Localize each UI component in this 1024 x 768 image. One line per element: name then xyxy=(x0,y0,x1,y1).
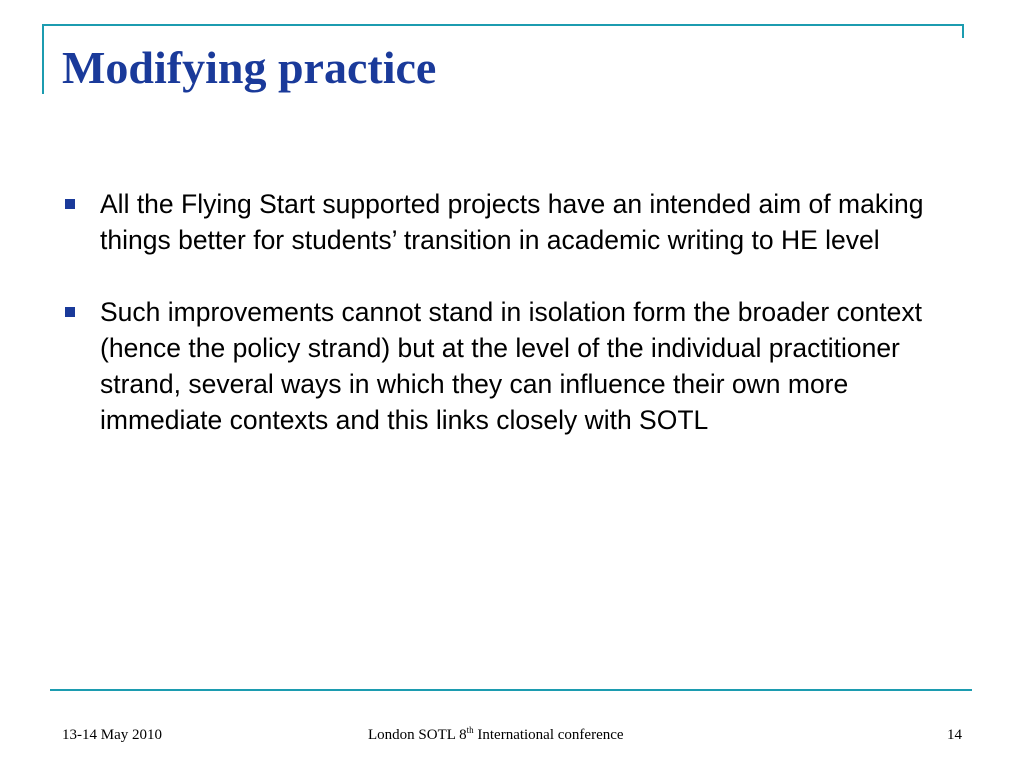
bullet-text: All the Flying Start supported projects have an intended aim of making things better for students’ transition in academic writing to HE level xyxy=(100,189,924,255)
slide-title: Modifying practice xyxy=(62,42,437,93)
square-bullet-icon xyxy=(65,199,75,209)
square-bullet-icon xyxy=(65,307,75,317)
frame-top-right-tick xyxy=(962,24,964,38)
page-number: 14 xyxy=(947,727,962,743)
bullet-list xyxy=(62,186,962,474)
frame-left-line xyxy=(42,24,44,94)
footer-date: 13-14 May 2010 xyxy=(62,727,162,743)
footer-event-prefix: London SOTL 8 xyxy=(368,727,467,743)
bullet-item xyxy=(62,294,962,438)
footer-event-title xyxy=(368,727,624,744)
bullet-text: Such improvements cannot stand in isolation form the broader context (hence the policy strand) but at the level of the individual practitioner strand, several ways in which they can influence their own more immediate contexts and this links closely with SOTL xyxy=(100,297,922,435)
footer-event-superscript: th xyxy=(466,725,474,735)
frame-top-line xyxy=(42,24,964,26)
bullet-item xyxy=(62,186,962,258)
footer-event-suffix: International conference xyxy=(473,727,624,743)
footer-divider xyxy=(50,689,972,691)
